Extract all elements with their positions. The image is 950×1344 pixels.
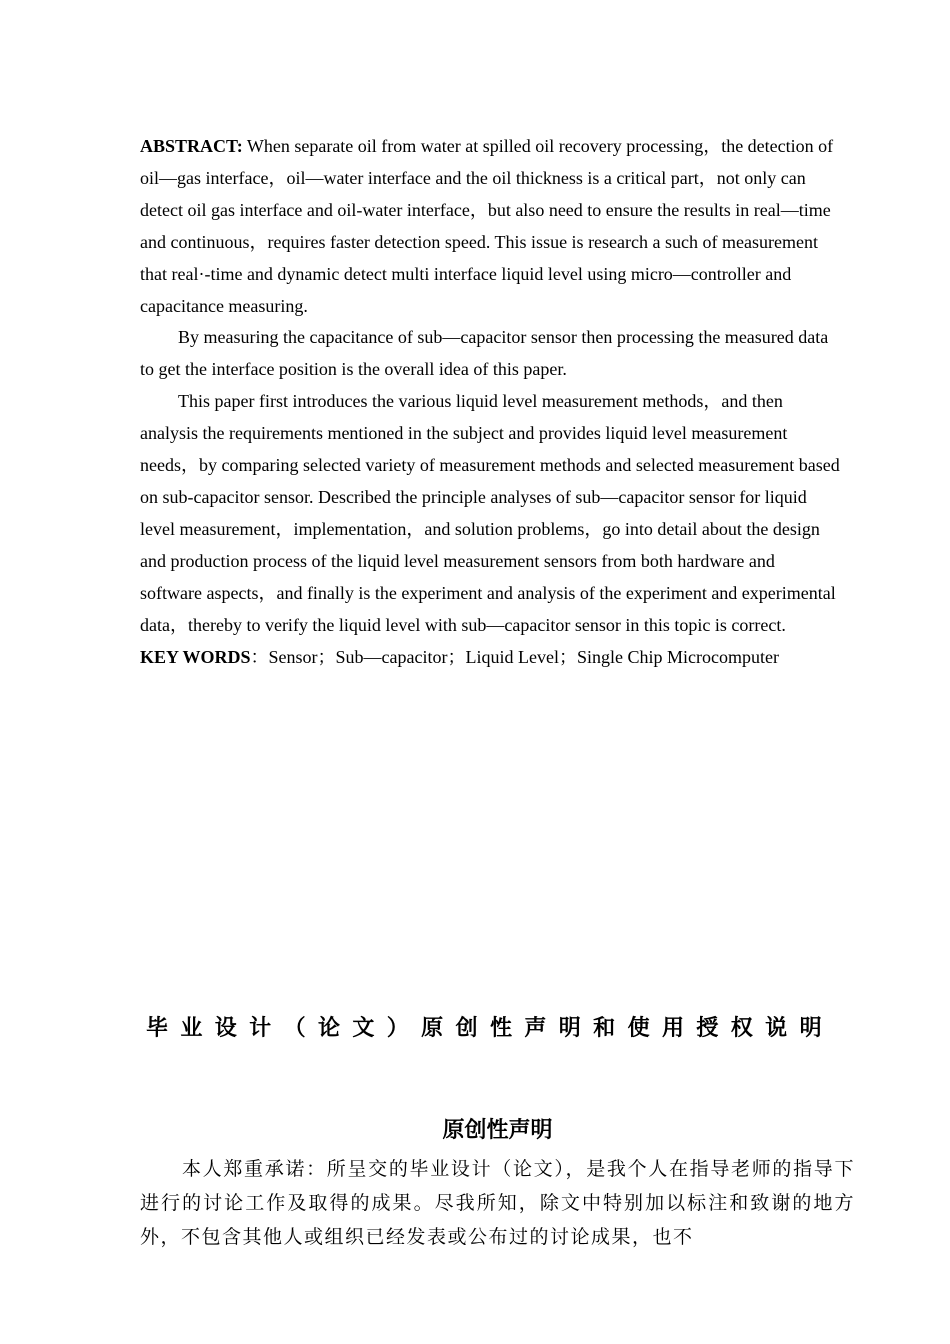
abstract-paragraph-1 <box>140 131 840 322</box>
abstract-paragraph-1-text: When separate oil from water at spilled oil recovery processing，the detection of oil—gas interface，oil—water interface and the oil thickness is a critical part，not only can detect oil gas interface and oil-water interface，but also need to ensure the results in real—time and continuous，requires faster detection speed. This issue is research a such of measurement that real·-time and dynamic detect multi interface liquid level using micro—controller and capacitance measuring. <box>140 136 834 316</box>
abstract-section <box>140 131 840 673</box>
abstract-label: ABSTRACT: <box>140 136 243 156</box>
declaration-subtitle: 原创性声明 <box>442 1118 553 1143</box>
abstract-paragraph-2: By measuring the capacitance of sub—capacitor sensor then processing the measured data to get the interface position is the overall idea of this paper. <box>140 327 829 380</box>
keywords-line <box>140 642 840 674</box>
keywords-label: KEY WORDS <box>140 646 251 667</box>
keywords-text: ：Sensor；Sub—capacitor；Liquid Level；Single Chip Microcomputer <box>250 646 779 667</box>
abstract-paragraph-3: This paper first introduces the various liquid level measurement methods，and then analysis the requirements mentioned in the subject and provides liquid level measurement needs，by comparing selected variety of measurement methods and selected measurement based on sub-capacitor sensor. Described the principle analyses of sub—capacitor sensor for liquid level measurement，implementation，and solution problems，go into detail about the design and production process of the liquid level measurement sensors from both hardware and software aspects，and finally is the experiment and analysis of the experiment and experimental data，thereby to verify the liquid level with sub—capacitor sensor in this topic is correct. <box>140 391 840 635</box>
declaration-body: 本人郑重承诺：所呈交的毕业设计（论文），是我个人在指导老师的指导下进行的讨论工作及取得的成果。尽我所知，除文中特别加以标注和致谢的地方外，不包含其他人或组织已经发表或公布过的讨论成果，也不 <box>140 1158 855 1248</box>
declaration-title: 毕业设计（论文）原创性声明和使用授权说明 <box>145 1016 834 1041</box>
